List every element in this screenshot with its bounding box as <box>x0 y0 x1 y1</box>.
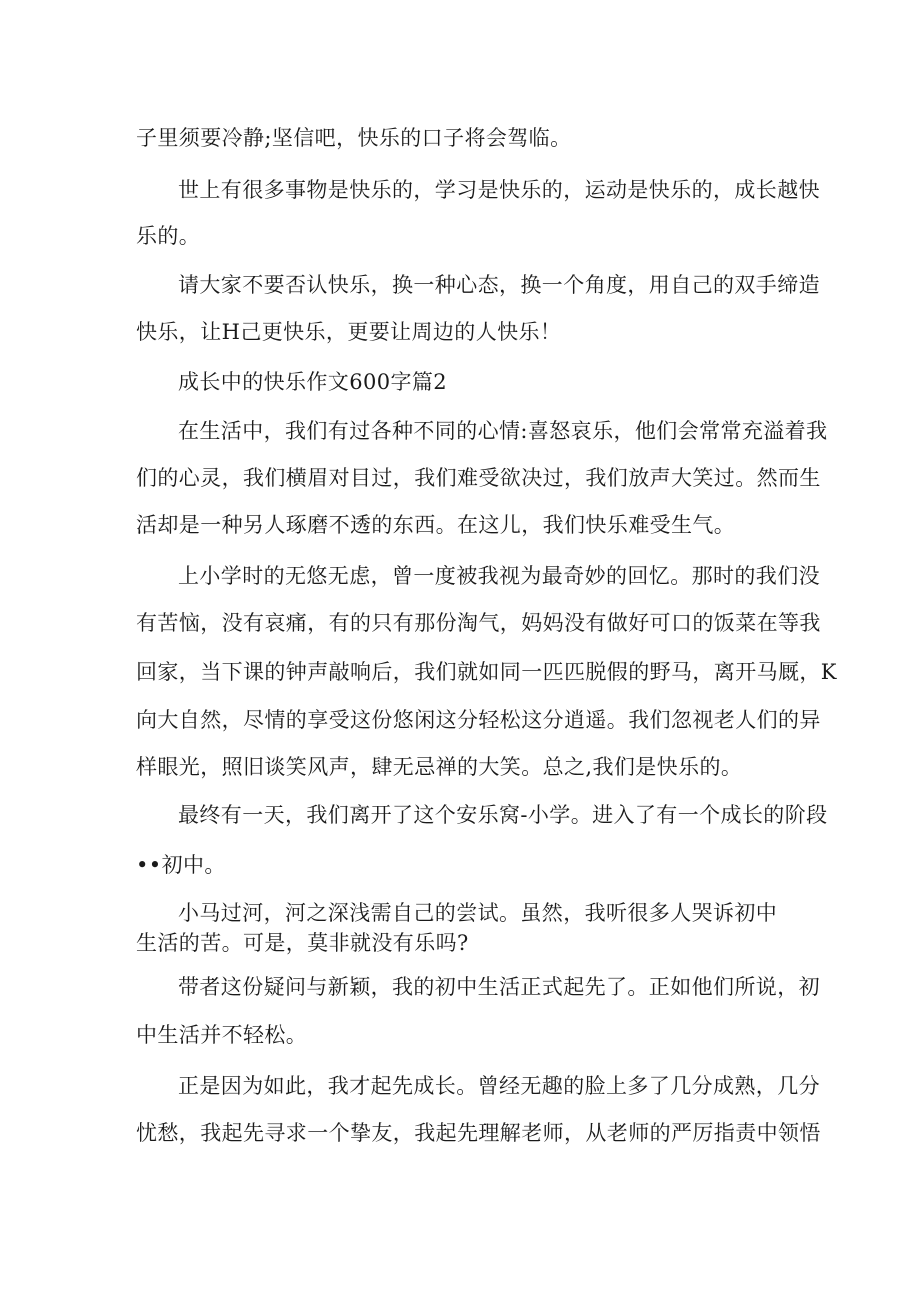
text-line: 向大自然，尽情的享受这份悠闲这分轻松这分逍遥。我们忽视老人们的异 <box>136 708 821 732</box>
text-line: 最终有一天，我们离开了这个安乐窝-小学。进入了有一个成长的阶段 <box>178 803 828 827</box>
text-line: 样眼光，照旧谈笑风声，肆无忌禅的大笑。总之,我们是快乐的。 <box>136 755 743 779</box>
text-line: 请大家不要否认快乐，换一种心态，换一个角度，用自己的双手缔造 <box>178 273 820 297</box>
text-line: 们的心灵，我们横眉对目过，我们难受欲决过，我们放声大笑过。然而生 <box>136 466 821 490</box>
text-line: 世上有很多事物是快乐的，学习是快乐的，运动是快乐的，成长越快 <box>178 178 820 202</box>
text-line: 正是因为如此，我才起先成长。曾经无趣的脸上多了几分成熟，几分 <box>178 1074 820 1098</box>
text-line: 活却是一种另人琢磨不透的东西。在这儿，我们快乐难受生气。 <box>136 513 736 537</box>
text-line: 生活的苦。可是，莫非就没有乐吗? <box>136 931 469 955</box>
text-line: 快乐，让H己更快乐，更要让周边的人快乐！ <box>136 320 562 344</box>
text-line: 忧愁，我起先寻求一个挚友，我起先理解老师，从老师的严厉指责中领悟 <box>136 1121 821 1145</box>
text-line: 乐的。 <box>136 224 201 248</box>
text-line: 中生活并不轻松。 <box>136 1023 308 1047</box>
text-line: 在生活中，我们有过各种不同的心情:喜怒哀乐，他们会常常充溢着我 <box>178 419 828 443</box>
text-line: 上小学时的无悠无虑，曾一度被我视为最奇妙的回忆。那时的我们没 <box>178 564 820 588</box>
text-line: 回家，当下课的钟声敲响后，我们就如同一匹匹脱假的野马，离开马厩，K <box>136 660 837 684</box>
text-line: 有苦恼，没有哀痛，有的只有那份淘气，妈妈没有做好可口的饭菜在等我 <box>136 611 821 635</box>
text-line: 带者这份疑问与新颖，我的初中生活正式起先了。正如他们所说，初 <box>178 975 820 999</box>
section-heading: 成长中的快乐作文600字篇2 <box>178 370 448 394</box>
text-line: 子里须要冷静;坚信吧，快乐的口子将会驾临。 <box>136 126 572 150</box>
text-line: ••初中。 <box>136 853 226 877</box>
text-line: 小马过河，河之深浅需自己的尝试。虽然，我听很多人哭诉初中 <box>178 901 778 925</box>
